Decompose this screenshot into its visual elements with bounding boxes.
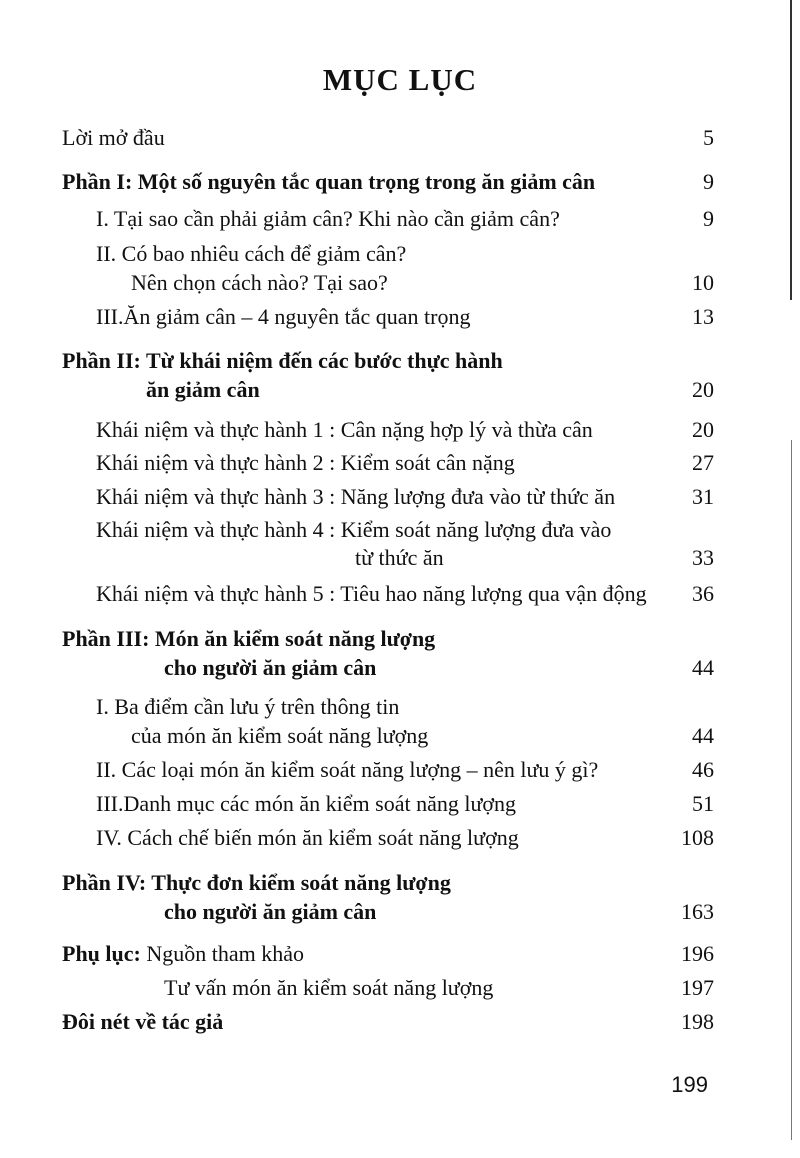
toc-page-2-3: 31 bbox=[692, 484, 714, 509]
toc-page-2-4: 33 bbox=[692, 545, 714, 570]
toc-page-3-3: 51 bbox=[692, 791, 714, 816]
toc-entry-2-1: Khái niệm và thực hành 1 : Cân nặng hợp lý và thừa cân bbox=[96, 417, 593, 442]
toc-entry-3-2: II. Các loại món ăn kiểm soát năng lượng – nên lưu ý gì? bbox=[96, 757, 599, 782]
toc-page-2-5: 36 bbox=[692, 581, 714, 606]
toc-page-author: 198 bbox=[681, 1009, 714, 1034]
toc-page-3-2: 46 bbox=[692, 757, 714, 782]
toc-entry-1-2-cont: Nên chọn cách nào? Tại sao? bbox=[131, 270, 388, 295]
toc-page-3-1: 44 bbox=[692, 723, 714, 748]
toc-part-3-cont: cho người ăn giảm cân bbox=[164, 655, 377, 680]
toc-entry-3-3: III.Danh mục các món ăn kiểm soát năng lượng bbox=[96, 791, 517, 816]
toc-entry-intro: Lời mở đầu bbox=[62, 125, 165, 150]
toc-entry-2-2: Khái niệm và thực hành 2 : Kiểm soát cân nặng bbox=[96, 450, 515, 475]
appendix-label: Phụ lục: bbox=[62, 941, 141, 966]
toc-entry-1-1: I. Tại sao cần phải giảm cân? Khi nào cần giảm cân? bbox=[96, 206, 560, 231]
toc-page-1-2: 10 bbox=[692, 270, 714, 295]
toc-page-part-3: 44 bbox=[692, 655, 714, 680]
page-edge-line bbox=[790, 0, 792, 300]
toc-author: Đôi nét về tác giả bbox=[62, 1009, 224, 1034]
toc-page-appendix-1: 196 bbox=[681, 941, 714, 966]
toc-page-part-2: 20 bbox=[692, 377, 714, 402]
appendix-entry-1: Nguồn tham khảo bbox=[140, 941, 305, 966]
toc-page-part-1: 9 bbox=[703, 169, 714, 194]
toc-entry-2-5: Khái niệm và thực hành 5 : Tiêu hao năng lượng qua vận động bbox=[96, 581, 647, 606]
toc-part-3: Phần III: Món ăn kiểm soát năng lượng bbox=[62, 626, 436, 651]
toc-page-1-1: 9 bbox=[703, 206, 714, 231]
toc-entry-2-3: Khái niệm và thực hành 3 : Năng lượng đưa vào từ thức ăn bbox=[96, 484, 616, 509]
page-edge-line bbox=[791, 440, 792, 1140]
page-title: MỤC LỤC bbox=[322, 62, 478, 97]
toc-part-4: Phần IV: Thực đơn kiểm soát năng lượng bbox=[62, 870, 451, 895]
toc-page-appendix-2: 197 bbox=[681, 975, 714, 1000]
toc-appendix-2: Tư vấn món ăn kiểm soát năng lượng bbox=[164, 975, 494, 1000]
toc-entry-3-1: I. Ba điểm cần lưu ý trên thông tin bbox=[96, 694, 400, 719]
toc-part-4-cont: cho người ăn giảm cân bbox=[164, 899, 377, 924]
toc-page-2-1: 20 bbox=[692, 417, 714, 442]
toc-part-1: Phần I: Một số nguyên tắc quan trọng trong ăn giảm cân bbox=[62, 169, 596, 194]
toc-entry-3-1-cont: của món ăn kiểm soát năng lượng bbox=[131, 723, 429, 748]
toc-part-2: Phần II: Từ khái niệm đến các bước thực hành bbox=[62, 348, 503, 373]
toc-appendix bbox=[62, 942, 304, 966]
toc-page-2-2: 27 bbox=[692, 450, 714, 475]
toc-entry-2-4: Khái niệm và thực hành 4 : Kiểm soát năng lượng đưa vào bbox=[96, 517, 612, 542]
toc-entry-1-2: II. Có bao nhiêu cách để giảm cân? bbox=[96, 241, 407, 266]
toc-page-intro: 5 bbox=[703, 125, 714, 150]
toc-entry-2-4-cont: từ thức ăn bbox=[355, 545, 444, 570]
toc-entry-1-3: III.Ăn giảm cân – 4 nguyên tắc quan trọng bbox=[96, 304, 471, 329]
page-number: 199 bbox=[671, 1072, 708, 1097]
toc-page-part-4: 163 bbox=[681, 899, 714, 924]
toc-entry-3-4: IV. Cách chế biến món ăn kiểm soát năng lượng bbox=[96, 825, 519, 850]
toc-page-1-3: 13 bbox=[692, 304, 714, 329]
toc-page-3-4: 108 bbox=[681, 825, 714, 850]
toc-part-2-cont: ăn giảm cân bbox=[146, 377, 260, 402]
